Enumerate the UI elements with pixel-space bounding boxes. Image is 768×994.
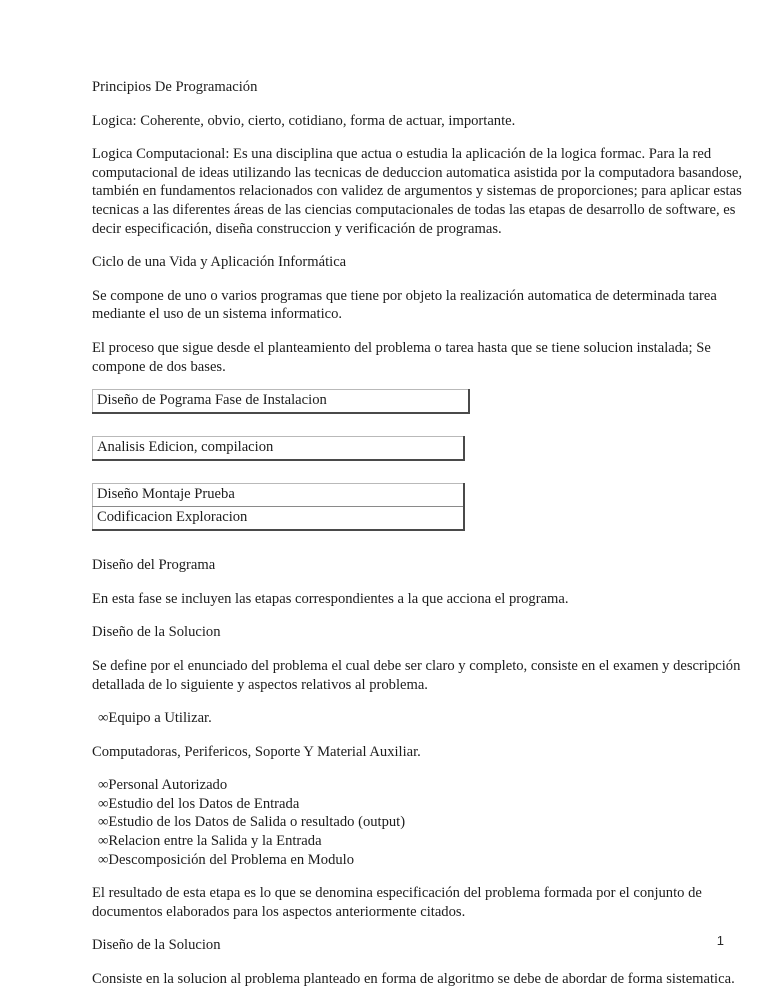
box-gap-2 bbox=[92, 473, 748, 483]
paragraph-consiste: Consiste en la solucion al problema planteado en forma de algoritmo se debe de abordar de forma sistematica. bbox=[92, 971, 735, 988]
table-cell: Codificacion Exploracion bbox=[93, 507, 465, 531]
list-item: ∞Descomposición del Problema en Modulo bbox=[98, 851, 355, 868]
box-table-analisis bbox=[92, 436, 465, 461]
table-row bbox=[93, 437, 465, 461]
list-item: ∞Relacion entre la Salida y la Entrada bbox=[98, 833, 322, 850]
heading-ciclo-vida: Ciclo de una Vida y Aplicación Informática bbox=[92, 254, 347, 271]
paragraph-diseno-programa-body: En esta fase se incluyen las etapas correspondientes a la que acciona el programa. bbox=[92, 590, 569, 607]
list-item: ∞Estudio del los Datos de Entrada bbox=[98, 795, 300, 812]
list-item: ∞Equipo a Utilizar. bbox=[98, 710, 212, 727]
heading-diseno-solucion-2: Diseño de la Solucion bbox=[92, 937, 221, 954]
paragraph-logica: Logica: Coherente, obvio, cierto, cotidiano, forma de actuar, importante. bbox=[92, 112, 516, 129]
heading-diseno-programa: Diseño del Programa bbox=[92, 557, 216, 574]
box-table-instalacion bbox=[92, 389, 470, 414]
list-item: ∞Personal Autorizado bbox=[98, 777, 228, 794]
paragraph-logica-computacional: Logica Computacional: Es una disciplina que actua o estudia la aplicación de la logica formac. Para la red computacional de ideas utilizando las tecnicas de deduccion automatica asistida por la computadora basandose, también en fundamentos relacionados con validez de argumentos y sistemas de proporciones; para aplicar estas tecnicas a las diferentes áreas de las ciencias computacionales de todas las etapas de desarrollo de software, es decir especificación, diseña construccion y verificación de programas. bbox=[92, 146, 742, 237]
table-row bbox=[93, 484, 465, 507]
table-cell: Analisis Edicion, compilacion bbox=[93, 437, 465, 461]
paragraph-diseno-solucion-body-1: Se define por el enunciado del problema el cual debe ser claro y completo, consiste en el examen y descripción detallada de lo siguiente y aspectos relativos al problema. bbox=[92, 657, 741, 693]
bullet-equipo-a-utilizar bbox=[92, 709, 748, 728]
table-cell: Diseño Montaje Prueba bbox=[93, 484, 465, 507]
box-table-diseno-montaje bbox=[92, 483, 465, 531]
paragraph-resultado-etapa: El resultado de esta etapa es lo que se denomina especificación del problema formada por el conjunto de documentos elaborados para los aspectos anteriormente citados. bbox=[92, 885, 702, 920]
box-gap-1 bbox=[92, 426, 748, 436]
table-row bbox=[93, 390, 470, 414]
paragraph-ciclo-vida-body: Se compone de uno o varios programas que tiene por objeto la realización automatica de determinada tarea mediante el uso de un sistema informatico. bbox=[92, 287, 717, 323]
document-body bbox=[92, 78, 748, 994]
paragraph-computadoras: Computadoras, Perifericos, Soporte Y Material Auxiliar. bbox=[92, 743, 421, 760]
heading-diseno-solucion-1: Diseño de la Solucion bbox=[92, 624, 221, 641]
box-gap-3 bbox=[92, 543, 748, 556]
bullet-list-requisitos bbox=[92, 776, 748, 869]
list-item: ∞Estudio de los Datos de Salida o resultado (output) bbox=[98, 814, 406, 831]
table-row bbox=[93, 507, 465, 531]
paragraph-proceso: El proceso que sigue desde el planteamiento del problema o tarea hasta que se tiene solucion instalada; Se compone de dos bases. bbox=[92, 339, 711, 375]
page-title: Principios De Programación bbox=[92, 79, 258, 95]
table-cell: Diseño de Pograma Fase de Instalacion bbox=[93, 390, 470, 414]
page-number: 1 bbox=[716, 933, 724, 948]
